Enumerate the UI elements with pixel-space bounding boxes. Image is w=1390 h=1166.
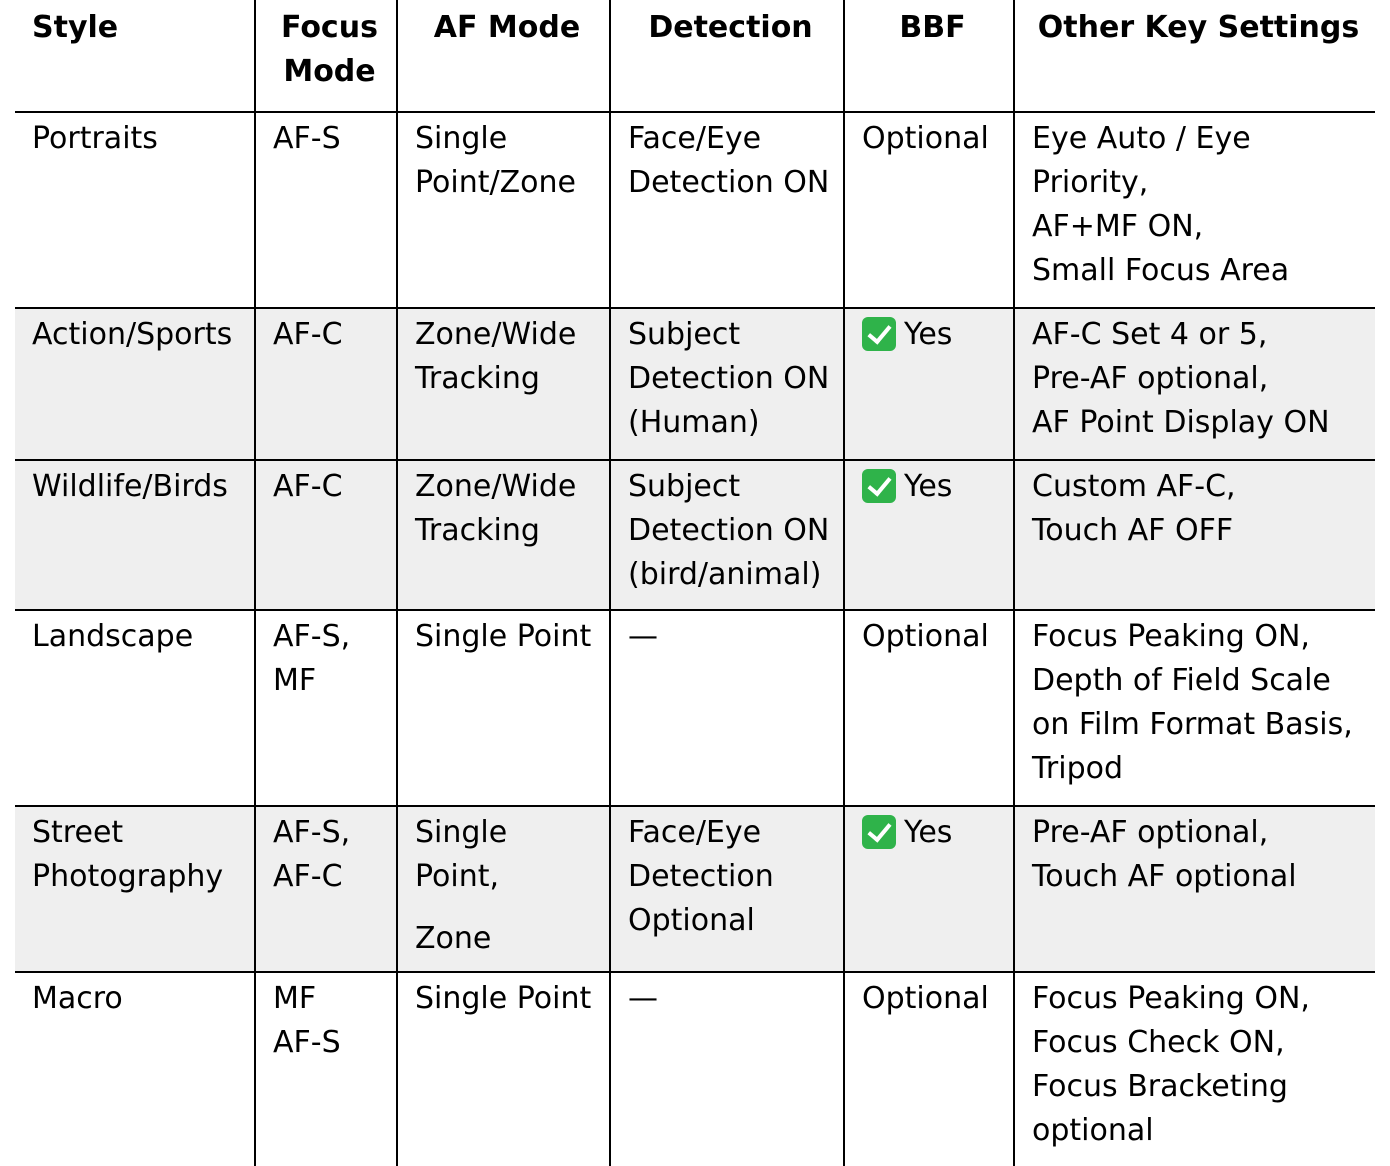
- cell-other-settings: [1014, 972, 1375, 1166]
- header-detection: Detection: [610, 0, 844, 112]
- table-row: [15, 112, 1375, 308]
- other-settings-line: Eye Auto / Eye: [1032, 121, 1251, 156]
- cell-bbf: [844, 308, 1014, 460]
- focus-mode-line: MF: [273, 663, 317, 698]
- detection-line: Detection ON: [628, 513, 830, 548]
- other-settings-line: Small Focus Area: [1032, 253, 1290, 288]
- other-settings-line: Focus Bracketing: [1032, 1069, 1288, 1104]
- af-mode-line: Zone: [415, 921, 492, 956]
- cell-other-settings: [1014, 460, 1375, 610]
- other-settings-line: Depth of Field Scale: [1032, 663, 1331, 698]
- table-header: [15, 0, 1375, 112]
- header-focus-mode-line: Focus: [281, 10, 378, 45]
- header-style: Style: [15, 0, 255, 112]
- style-line: Landscape: [32, 619, 194, 654]
- cell-style: [15, 806, 255, 972]
- other-settings-line: Priority,: [1032, 165, 1149, 200]
- detection-line: Face/Eye: [628, 815, 762, 850]
- header-row: [15, 0, 1375, 112]
- header-focus-mode-line: Mode: [283, 54, 376, 89]
- bbf-value: Optional: [862, 619, 989, 654]
- detection-line: Subject: [628, 317, 741, 352]
- other-settings-line: optional: [1032, 1113, 1154, 1148]
- detection-line: Detection ON: [628, 165, 830, 200]
- cell-other-settings: [1014, 806, 1375, 972]
- autofocus-settings-table-wrapper: [15, 0, 1375, 1152]
- bbf-value: Yes: [904, 469, 953, 504]
- autofocus-settings-table: [15, 0, 1375, 1166]
- other-settings-line: Focus Check ON,: [1032, 1025, 1285, 1060]
- detection-line: (bird/animal): [628, 557, 822, 592]
- af-mode-line: Single Point: [415, 981, 592, 1016]
- detection-line: Detection ON: [628, 361, 830, 396]
- cell-other-settings: [1014, 308, 1375, 460]
- cell-detection: [610, 806, 844, 972]
- cell-bbf: [844, 610, 1014, 806]
- focus-mode-line: AF-C: [273, 469, 343, 504]
- other-settings-line: Focus Peaking ON,: [1032, 981, 1310, 1016]
- cell-style: [15, 460, 255, 610]
- bbf-value: Optional: [862, 981, 989, 1016]
- other-settings-line: AF+MF ON,: [1032, 209, 1204, 244]
- detection-line: Subject: [628, 469, 741, 504]
- focus-mode-line: MF: [273, 981, 317, 1016]
- header-af-mode: AF Mode: [397, 0, 610, 112]
- cell-af-mode: [397, 610, 610, 806]
- table-body: [15, 112, 1375, 1166]
- table-row: [15, 308, 1375, 460]
- style-line: Macro: [32, 981, 123, 1016]
- style-line: Photography: [32, 859, 224, 894]
- check-mark-icon: [862, 469, 896, 503]
- cell-focus-mode: [255, 610, 397, 806]
- af-mode-line: Tracking: [415, 361, 540, 396]
- style-line: Action/Sports: [32, 317, 233, 352]
- af-mode-line: Zone/Wide: [415, 317, 577, 352]
- other-settings-line: on Film Format Basis,: [1032, 707, 1353, 742]
- header-bbf: BBF: [844, 0, 1014, 112]
- cell-style: [15, 610, 255, 806]
- check-mark-icon: [862, 815, 896, 849]
- cell-detection: [610, 972, 844, 1166]
- af-mode-line: Single: [415, 121, 508, 156]
- focus-mode-line: AF-S: [273, 1025, 341, 1060]
- detection-line: —: [628, 981, 658, 1016]
- cell-af-mode: [397, 308, 610, 460]
- cell-focus-mode: [255, 460, 397, 610]
- af-mode-line: Tracking: [415, 513, 540, 548]
- bbf-value: Optional: [862, 121, 989, 156]
- cell-focus-mode: [255, 806, 397, 972]
- other-settings-line: AF-C Set 4 or 5,: [1032, 317, 1268, 352]
- cell-style: [15, 112, 255, 308]
- detection-line: Optional: [628, 903, 755, 938]
- bbf-value: Yes: [904, 815, 953, 850]
- table-row: [15, 610, 1375, 806]
- detection-line: —: [628, 619, 658, 654]
- cell-style: [15, 972, 255, 1166]
- check-mark-icon: [862, 317, 896, 351]
- other-settings-line: Pre-AF optional,: [1032, 361, 1269, 396]
- focus-mode-line: AF-C: [273, 317, 343, 352]
- header-focus-mode: [255, 0, 397, 112]
- focus-mode-line: AF-S,: [273, 815, 351, 850]
- cell-style: [15, 308, 255, 460]
- other-settings-line: Touch AF OFF: [1032, 513, 1234, 548]
- other-settings-line: Custom AF-C,: [1032, 469, 1236, 504]
- other-settings-line: Tripod: [1032, 751, 1124, 786]
- cell-focus-mode: [255, 112, 397, 308]
- other-settings-line: AF Point Display ON: [1032, 405, 1330, 440]
- cell-detection: [610, 460, 844, 610]
- other-settings-line: Touch AF optional: [1032, 859, 1297, 894]
- cell-af-mode: [397, 806, 610, 972]
- table-row: [15, 460, 1375, 610]
- table-row: [15, 972, 1375, 1166]
- detection-line: Detection: [628, 859, 774, 894]
- cell-bbf: [844, 972, 1014, 1166]
- bbf-value: Yes: [904, 317, 953, 352]
- table-row: [15, 806, 1375, 972]
- cell-bbf: [844, 460, 1014, 610]
- style-line: Street: [32, 815, 124, 850]
- cell-af-mode: [397, 112, 610, 308]
- af-mode-line: Single Point: [415, 619, 592, 654]
- af-mode-line: Zone/Wide: [415, 469, 577, 504]
- cell-af-mode: [397, 972, 610, 1166]
- header-other-settings: Other Key Settings: [1014, 0, 1375, 112]
- cell-other-settings: [1014, 112, 1375, 308]
- cell-bbf: [844, 806, 1014, 972]
- focus-mode-line: AF-C: [273, 859, 343, 894]
- detection-line: Face/Eye: [628, 121, 762, 156]
- af-mode-line: Single Point,: [415, 815, 508, 894]
- cell-detection: [610, 112, 844, 308]
- style-line: Wildlife/Birds: [32, 469, 228, 504]
- cell-detection: [610, 308, 844, 460]
- other-settings-line: Focus Peaking ON,: [1032, 619, 1310, 654]
- af-mode-line: Point/Zone: [415, 165, 576, 200]
- cell-focus-mode: [255, 308, 397, 460]
- detection-line: (Human): [628, 405, 760, 440]
- cell-other-settings: [1014, 610, 1375, 806]
- cell-focus-mode: [255, 972, 397, 1166]
- cell-af-mode: [397, 460, 610, 610]
- cell-bbf: [844, 112, 1014, 308]
- focus-mode-line: AF-S,: [273, 619, 351, 654]
- other-settings-line: Pre-AF optional,: [1032, 815, 1269, 850]
- style-line: Portraits: [32, 121, 158, 156]
- cell-detection: [610, 610, 844, 806]
- focus-mode-line: AF-S: [273, 121, 341, 156]
